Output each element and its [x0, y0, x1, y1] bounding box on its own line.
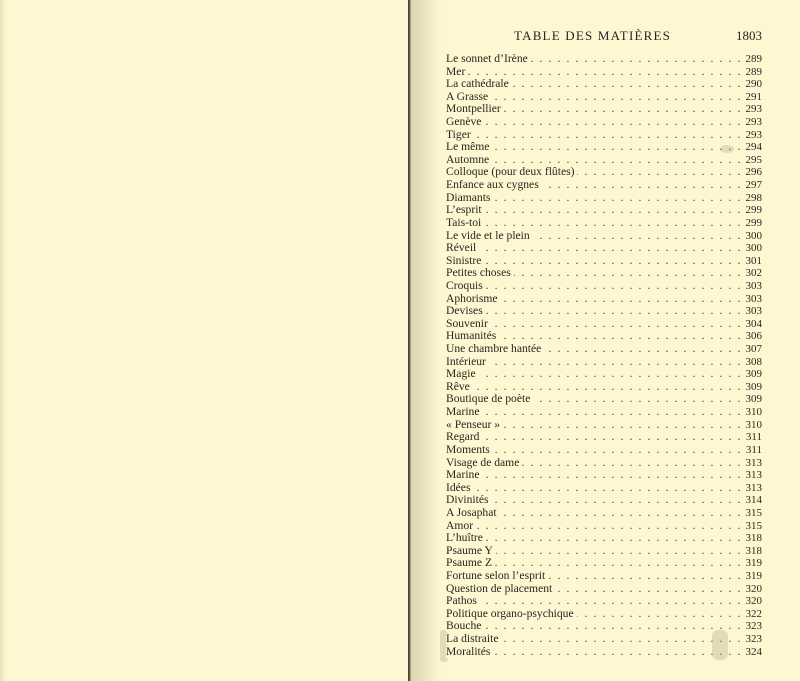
- toc-entry-title: Le même: [446, 141, 492, 153]
- toc-entry-page: 313: [743, 482, 763, 495]
- toc-entry: [446, 444, 762, 457]
- toc-entry-title: Psaume Y: [446, 545, 496, 557]
- toc-entry-page: 295: [743, 154, 763, 167]
- toc-entry-page: 293: [743, 103, 763, 116]
- toc-entry-title: Politique organo-psychique: [446, 608, 577, 620]
- toc-entry-page: 314: [743, 494, 763, 507]
- toc-entry-title: La distraite: [446, 633, 501, 645]
- toc-entry-title: Réveil: [446, 242, 479, 254]
- toc-entry-page: 320: [743, 595, 763, 608]
- toc-entry-page: 313: [743, 469, 763, 482]
- toc-entry-page: 313: [743, 457, 763, 470]
- page-left-edge: [0, 0, 6, 681]
- toc-entry-title: Intérieur: [446, 356, 489, 368]
- toc-entry-page: 309: [743, 381, 763, 394]
- toc-entry-title: L’huître: [446, 532, 486, 544]
- toc-entry-title: Regard: [446, 431, 482, 443]
- table-of-contents: [446, 53, 762, 658]
- toc-entry-title: Tais-toi: [446, 217, 484, 229]
- gutter-shadow: [411, 0, 441, 681]
- toc-entry: [446, 280, 762, 293]
- toc-entry: [446, 116, 762, 129]
- toc-entry-page: 299: [743, 204, 763, 217]
- toc-entry-title: Amor: [446, 520, 476, 532]
- toc-entry-title: Petites choses: [446, 267, 514, 279]
- toc-entry-page: 309: [743, 393, 763, 406]
- toc-entry-page: 293: [743, 116, 763, 129]
- toc-entry-title: Colloque (pour deux flûtes): [446, 166, 577, 178]
- toc-entry-title: Marine: [446, 406, 482, 418]
- toc-entry: [446, 204, 762, 217]
- toc-entry-title: Enfance aux cygnes: [446, 179, 542, 191]
- toc-entry: [446, 343, 762, 356]
- toc-entry-page: 324: [743, 646, 763, 659]
- toc-entry-page: 303: [743, 305, 763, 318]
- toc-entry: [446, 482, 762, 495]
- toc-entry: [446, 356, 762, 369]
- toc-entry-title: Bouche: [446, 620, 484, 632]
- toc-entry-title: Magie: [446, 368, 479, 380]
- toc-entry-title: Sinistre: [446, 255, 484, 267]
- toc-entry: [446, 583, 762, 596]
- toc-entry: [446, 406, 762, 419]
- toc-entry-page: 304: [743, 318, 763, 331]
- toc-entry: [446, 217, 762, 230]
- toc-entry-page: 300: [743, 242, 763, 255]
- toc-entry-page: 289: [743, 66, 763, 79]
- toc-entry-page: 290: [743, 78, 763, 91]
- toc-entry: [446, 393, 762, 406]
- toc-entry-page: 289: [743, 53, 763, 66]
- toc-entry: [446, 91, 762, 104]
- toc-entry: [446, 368, 762, 381]
- toc-entry-page: 296: [743, 166, 763, 179]
- toc-entry-page: 301: [743, 255, 763, 268]
- toc-entry-page: 308: [743, 356, 763, 369]
- toc-entry-title: La cathédrale: [446, 78, 512, 90]
- toc-entry-title: Tiger: [446, 129, 474, 141]
- toc-entry: [446, 192, 762, 205]
- toc-entry-page: 315: [743, 520, 763, 533]
- toc-entry-page: 307: [743, 343, 763, 356]
- toc-entry-title: Le vide et le plein: [446, 230, 533, 242]
- toc-entry-page: 293: [743, 129, 763, 142]
- toc-entry-page: 309: [743, 368, 763, 381]
- toc-entry-page: 297: [743, 179, 763, 192]
- toc-entry: [446, 267, 762, 280]
- toc-entry: [446, 507, 762, 520]
- toc-entry: [446, 469, 762, 482]
- toc-entry: [446, 419, 762, 432]
- toc-entry-title: Moralités: [446, 646, 493, 658]
- toc-entry: [446, 318, 762, 331]
- toc-entry: [446, 230, 762, 243]
- toc-entry-title: L’esprit: [446, 204, 485, 216]
- toc-entry-title: Mer: [446, 66, 468, 78]
- toc-entry: [446, 431, 762, 444]
- toc-entry: [446, 595, 762, 608]
- toc-entry-title: Pathos: [446, 595, 480, 607]
- toc-entry-title: Souvenir: [446, 318, 491, 330]
- toc-entry-page: 310: [743, 406, 763, 419]
- toc-entry: [446, 381, 762, 394]
- toc-entry-title: Question de placement: [446, 583, 555, 595]
- toc-entry: [446, 545, 762, 558]
- toc-entry-title: « Penseur »: [446, 419, 503, 431]
- toc-entry-page: 300: [743, 230, 763, 243]
- toc-entry-title: A Grasse: [446, 91, 491, 103]
- toc-entry-title: Diamants: [446, 192, 493, 204]
- toc-entry-page: 318: [743, 532, 763, 545]
- toc-entry: [446, 242, 762, 255]
- toc-entry-title: Humanités: [446, 330, 499, 342]
- toc-entry-page: 311: [743, 431, 762, 444]
- toc-entry-page: 311: [743, 444, 762, 457]
- toc-entry: [446, 532, 762, 545]
- toc-entry-page: 306: [743, 330, 763, 343]
- toc-entry-title: Devises: [446, 305, 486, 317]
- toc-entry-title: Fortune selon l’esprit: [446, 570, 548, 582]
- toc-entry-page: 323: [743, 620, 763, 633]
- toc-entry: [446, 305, 762, 318]
- toc-entry: [446, 608, 762, 621]
- toc-entry: [446, 154, 762, 167]
- toc-entry: [446, 66, 762, 79]
- toc-entry-title: Croquis: [446, 280, 486, 292]
- toc-entry-title: A Josaphat: [446, 507, 500, 519]
- toc-entry: [446, 494, 762, 507]
- toc-entry-title: Visage de dame: [446, 457, 522, 469]
- toc-entry: [446, 129, 762, 142]
- toc-entry-page: 310: [743, 419, 763, 432]
- toc-entry-page: 319: [743, 570, 763, 583]
- toc-entry: [446, 570, 762, 583]
- toc-entry: [446, 293, 762, 306]
- toc-entry-title: Genève: [446, 116, 484, 128]
- toc-entry-title: Idées: [446, 482, 473, 494]
- toc-entry: [446, 166, 762, 179]
- toc-entry: [446, 330, 762, 343]
- toc-entry-page: 298: [743, 192, 763, 205]
- toc-entry-title: Divinités: [446, 494, 492, 506]
- toc-entry-title: Marine: [446, 469, 482, 481]
- toc-entry-title: Le sonnet d’Irène: [446, 53, 531, 65]
- toc-entry-page: 318: [743, 545, 763, 558]
- toc-entry: [446, 557, 762, 570]
- toc-entry: [446, 457, 762, 470]
- toc-entry-page: 322: [743, 608, 763, 621]
- toc-entry: [446, 53, 762, 66]
- page-title: TABLE DES MATIÈRES: [514, 28, 672, 43]
- toc-entry: [446, 78, 762, 91]
- toc-entry: [446, 103, 762, 116]
- toc-entry: [446, 141, 762, 154]
- toc-entry-page: 294: [743, 141, 763, 154]
- toc-entry: [446, 179, 762, 192]
- toc-entry: [446, 255, 762, 268]
- toc-entry-page: 315: [743, 507, 763, 520]
- toc-entry-page: 319: [743, 557, 763, 570]
- toc-entry-page: 320: [743, 583, 763, 596]
- toc-entry-title: Psaume Z: [446, 557, 495, 569]
- paper-stain: [712, 630, 728, 660]
- toc-entry-title: Moments: [446, 444, 493, 456]
- toc-entry-title: Rêve: [446, 381, 473, 393]
- toc-entry-page: 303: [743, 280, 763, 293]
- toc-entry-page: 291: [743, 91, 763, 104]
- toc-entry: [446, 520, 762, 533]
- page-header: [446, 28, 762, 48]
- page-number: 1803: [736, 28, 762, 43]
- toc-entry-title: Boutique de poète: [446, 393, 533, 405]
- toc-entry-page: 299: [743, 217, 763, 230]
- toc-entry-page: 302: [743, 267, 763, 280]
- toc-entry-title: Automne: [446, 154, 492, 166]
- toc-entry-page: 303: [743, 293, 763, 306]
- toc-entry-page: 323: [743, 633, 763, 646]
- toc-entry-title: Une chambre hantée: [446, 343, 544, 355]
- toc-entry-title: Aphorisme: [446, 293, 501, 305]
- toc-entry-title: Montpellier: [446, 103, 504, 115]
- paper-stain: [720, 145, 734, 153]
